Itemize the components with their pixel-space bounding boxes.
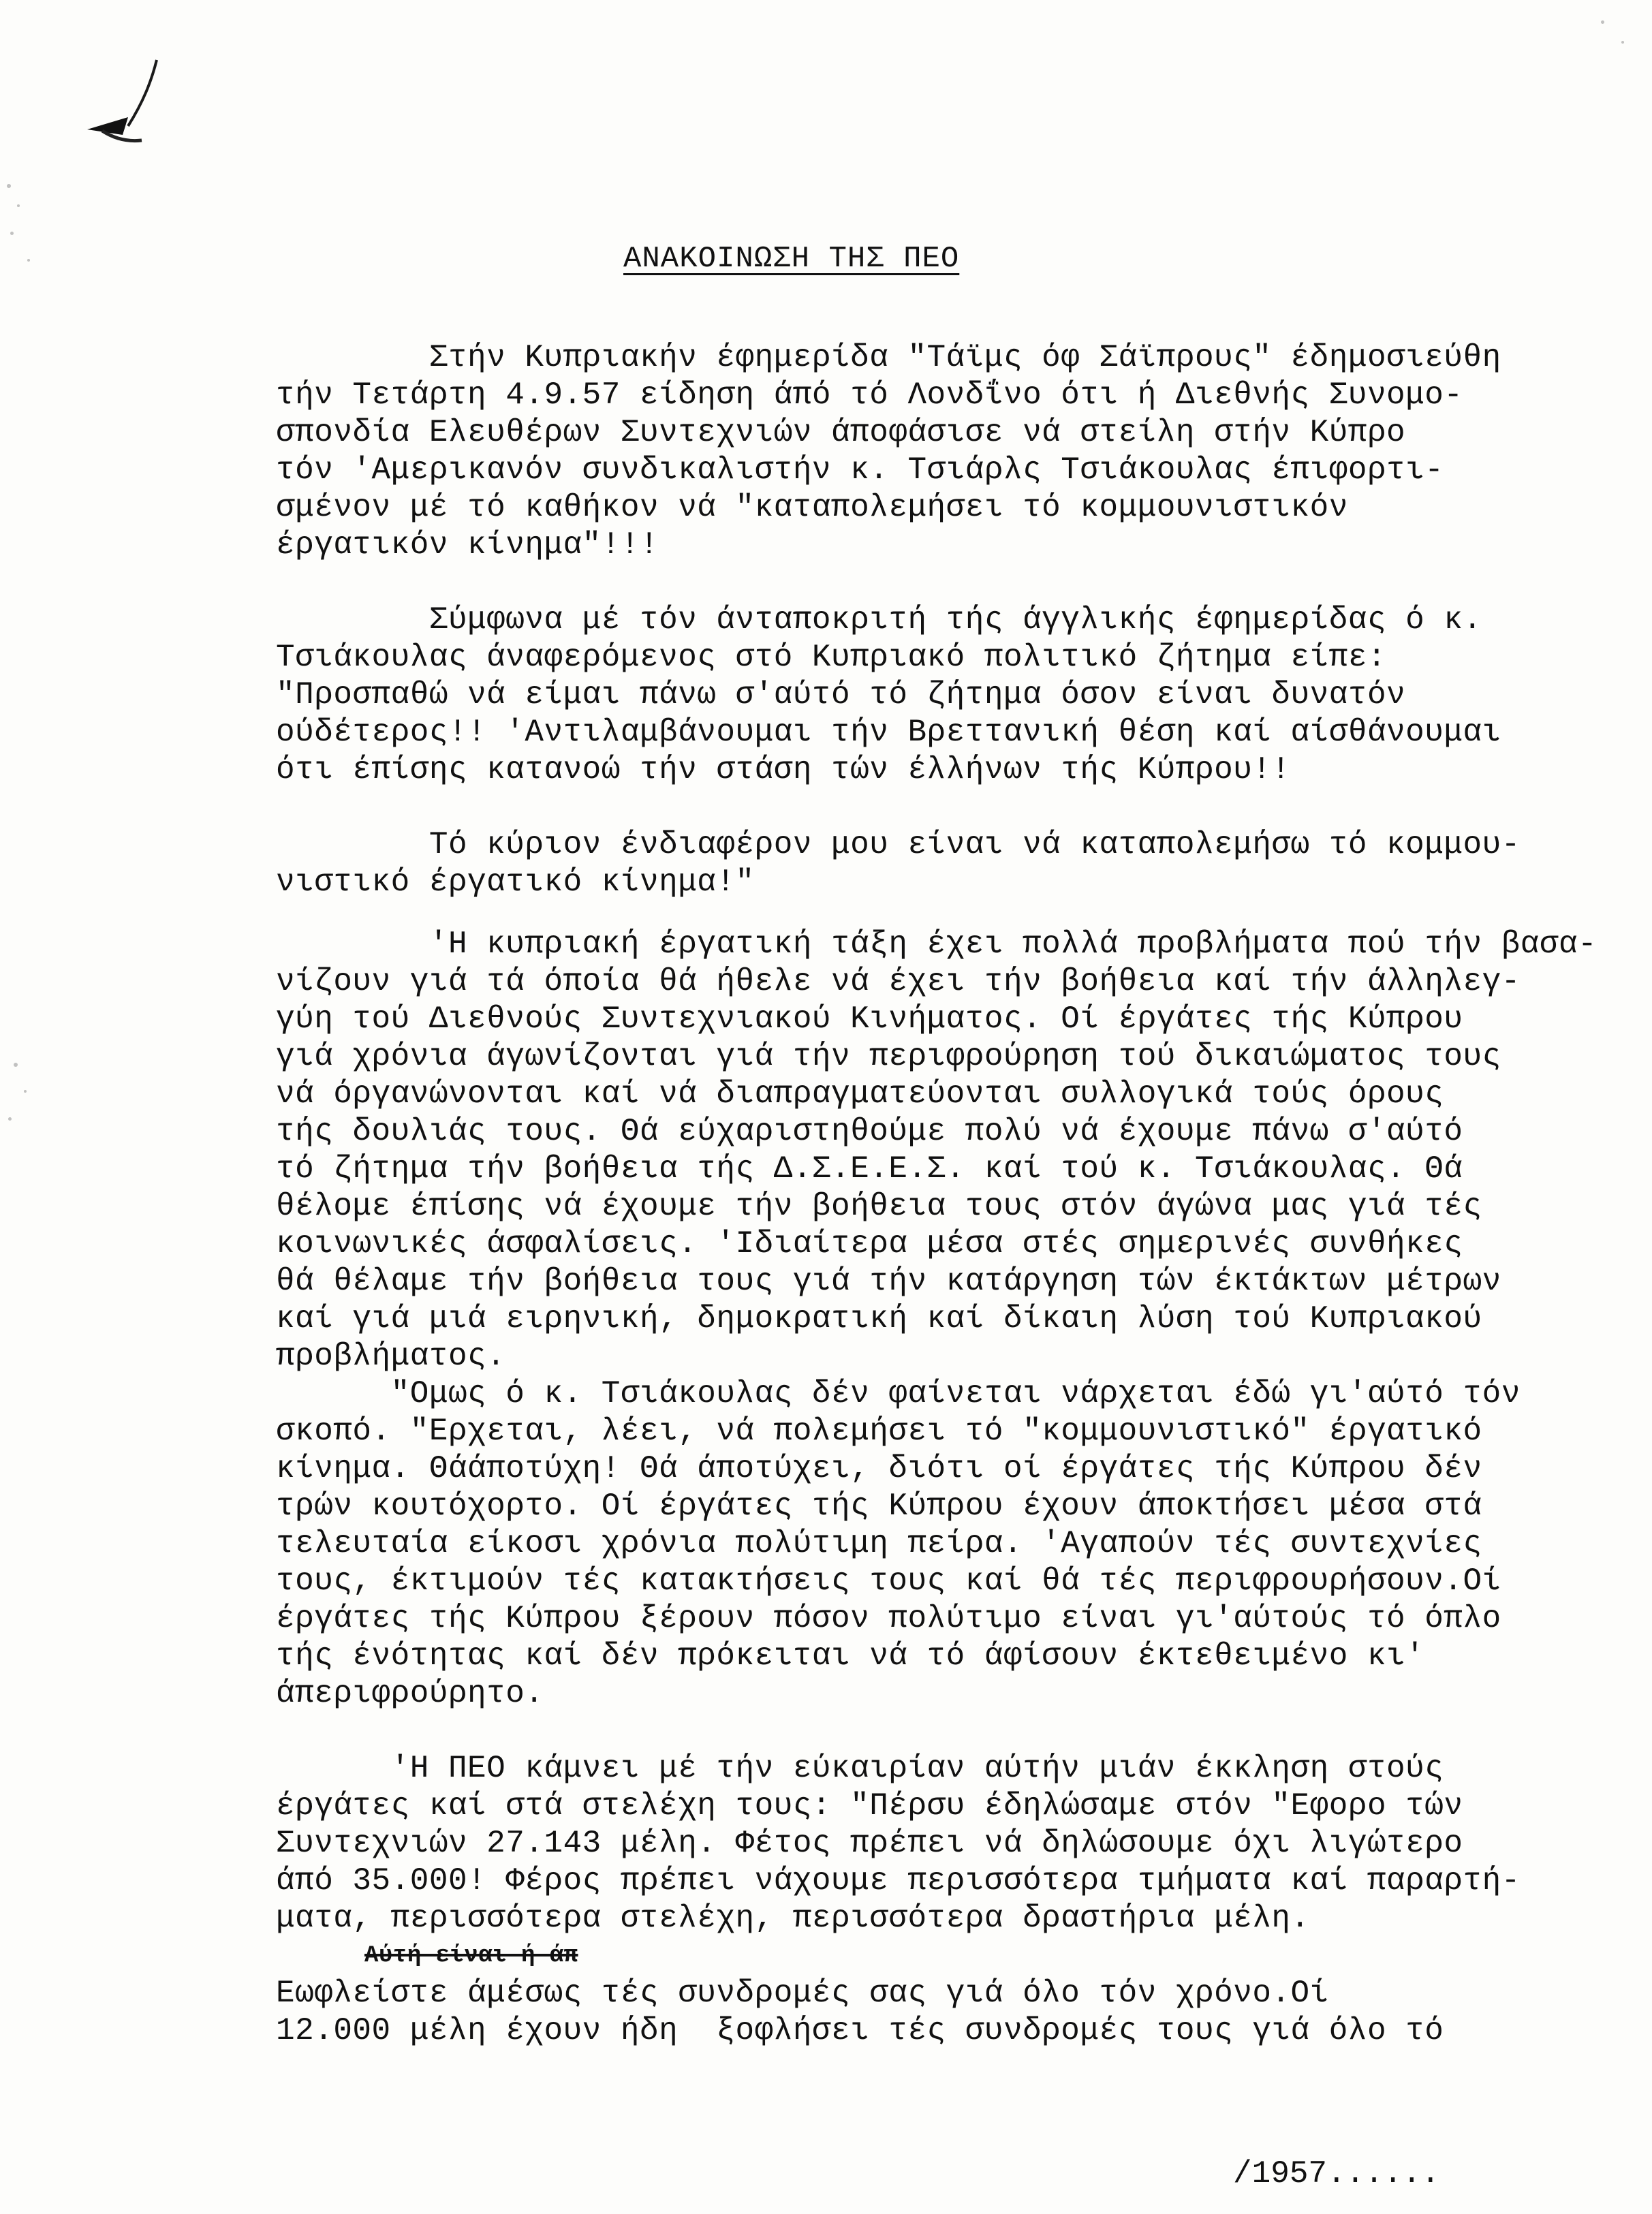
text-line: ούδέτερος!! 'Αντιλαμβάνουμαι τήν Βρεττανική θέση καί αίσθάνουμαι [276, 715, 1501, 750]
text-line: ματα, περισσότερα στελέχη, περισσότερα δραστήρια μέλη. [276, 1901, 1310, 1936]
paragraph [276, 602, 1632, 789]
paper-speck [1621, 41, 1624, 44]
text-line: Τό κύριον ένδιαφέρον μου είναι νά καταπολεμήσω τό κομμου- [276, 827, 1521, 862]
text-line: γιά χρόνια άγωνίζονται γιά τήν περιφρούρηση τού δικαιώματος τους [276, 1039, 1501, 1074]
paper-speck [27, 259, 30, 262]
text-line: 12.000 μέλη έχουν ήδη ξοφλήσει τές συνδρομές τους γιά όλο τό [276, 2013, 1444, 2048]
text-line: τής ένότητας καί δέν πρόκειται νά τό άφίσουν έκτεθειμένο κι' [276, 1638, 1425, 1674]
text-line: νά όργανώνονται καί νά διαπραγματεύονται συλλογικά τούς όρους [276, 1076, 1444, 1112]
text-line: Συντεχνιών 27.143 μέλη. Φέτος πρέπει νά δηλώσουμε όχι λιγώτερο [276, 1826, 1463, 1861]
text-line: Στήν Κυπριακήν έφημερίδα "Τάϊμς όφ Σάϊπρους" έδημοσιεύθη [276, 340, 1501, 375]
paper-speck [1601, 20, 1604, 24]
paragraph [276, 926, 1632, 1375]
text-line: τήν Τετάρτη 4.9.57 είδηση άπό τό Λονδΐνο ότι ή Διεθνής Συνομο- [276, 377, 1463, 413]
text-line: 'Η ΠΕΟ κάμνει μέ τήν εύκαιρίαν αύτήν μιάν έκκληση στούς [276, 1751, 1444, 1786]
text-line: κίνημα. Θάάποτύχη! Θά άποτύχει, διότι οί έργάτες τής Κύπρου δέν [276, 1451, 1482, 1486]
text-line: τόν 'Αμερικανόν συνδικαλιστήν κ. Τσιάρλς Τσιάκουλας έπιφορτι- [276, 452, 1444, 488]
text-line: θέλομε έπίσης νά έχουμε τήν βοήθεια τους στόν άγώνα μας γιά τές [276, 1189, 1482, 1224]
text-line: καί γιά μιά ειρηνική, δημοκρατική καί δίκαιη λύση τού Κυπριακού [276, 1301, 1482, 1337]
text-line: "Προσπαθώ νά είμαι πάνω σ'αύτό τό ζήτημα όσον είναι δυνατόν [276, 677, 1406, 713]
text-line: προβλήματος. [276, 1339, 506, 1374]
text-line: έργατικόν κίνημα"!!! [276, 527, 659, 563]
text-line: ότι έπίσης κατανοώ τήν στάση τών έλλήνων τής Κύπρου!! [276, 752, 1291, 788]
paper-speck [10, 232, 14, 235]
struck-through-text: Αύτή είναι ή άπ [364, 1943, 578, 1969]
paragraph [276, 1375, 1632, 1713]
text-line: νιστικό έργατικό κίνημα!" [276, 864, 755, 900]
paper-speck [8, 1117, 12, 1121]
text-line: έργάτες καί στά στελέχη τους: "Πέρσυ έδηλώσαμε στόν "Εφορο τών [276, 1788, 1463, 1824]
text-line: σκοπό. "Ερχεται, λέει, νά πολεμήσει τό "κομμουνιστικό" έργατικό [276, 1414, 1482, 1449]
paragraph [276, 339, 1632, 564]
text-line: θά θέλαμε τήν βοήθεια τους γιά τήν κατάργηση τών έκτάκτων μέτρων [276, 1264, 1501, 1299]
paragraph [276, 1975, 1632, 2050]
text-line: σμένον μέ τό καθήκον νά "καταπολεμήσει τό κομμουνιστικόν [276, 490, 1348, 525]
text-line: τής δουλιάς τους. Θά εύχαριστηθούμε πολύ νά έχουμε πάνω σ'αύτό [276, 1114, 1463, 1149]
document-title: ΑΝΑΚΟΙΝΩΣΗ ΤΗΣ ΠΕΟ [623, 242, 960, 276]
text-line: τό ζήτημα τήν βοήθεια τής Δ.Σ.Ε.Ε.Σ. καί τού κ. Τσιάκουλας. Θά [276, 1151, 1463, 1187]
text-line: τελευταία είκοσι χρόνια πολύτιμη πείρα. 'Αγαπούν τές συντεχνίες [276, 1526, 1482, 1561]
document-body [276, 339, 1632, 2050]
text-line: νίζουν γιά τά όποία θά ήθελε νά έχει τήν βοήθεια καί τήν άλληλεγ- [276, 964, 1521, 999]
text-line: Τσιάκουλας άναφερόμενος στό Κυπριακό πολιτικό ζήτημα είπε: [276, 640, 1387, 675]
paper-speck [14, 1063, 18, 1067]
text-line: τρών κουτόχορτο. Οί έργάτες τής Κύπρου έχουν άποκτήσει μέσα στά [276, 1488, 1482, 1524]
text-line: άπεριφρούρητο. [276, 1676, 544, 1711]
text-line: γύη τού Διεθνούς Συντεχνιακού Κινήματος. Οί έργάτες τής Κύπρου [276, 1001, 1463, 1037]
text-line: Εωφλείστε άμέσως τές συνδρομές σας γιά όλο τόν χρόνο.Οί [276, 1976, 1329, 2011]
text-line: έργάτες τής Κύπρου ξέρουν πόσον πολύτιμο είναι γι'αύτούς τό όπλο [276, 1601, 1501, 1636]
paper-speck [7, 184, 11, 188]
paper-speck [24, 1090, 27, 1093]
page-footer-date: /1957...... [1233, 2156, 1440, 2192]
text-line: τους, έκτιμούν τές κατακτήσεις τους καί θά τές περιφρουρήσουν.Οί [276, 1563, 1501, 1599]
handwritten-arrow-mark [75, 54, 170, 157]
text-line: 'Η κυπριακή έργατική τάξη έχει πολλά προβλήματα πού τήν βασα- [276, 926, 1598, 962]
paper-speck [17, 204, 20, 207]
text-line: άπό 35.000! Φέρος πρέπει νάχουμε περισσότερα τμήματα καί παραρτή- [276, 1863, 1521, 1899]
text-line: σπονδία Ελευθέρων Συντεχνιών άποφάσισε νά στείλη στήν Κύπρο [276, 415, 1406, 450]
paragraph [276, 826, 1632, 901]
text-line: κοινωνικές άσφαλίσεις. 'Ιδιαίτερα μέσα στές σημερινές συνθήκες [276, 1226, 1463, 1262]
paragraph [276, 1750, 1632, 1937]
text-line: Σύμφωνα μέ τόν άνταποκριτή τής άγγλικής έφημερίδας ό κ. [276, 602, 1482, 638]
text-line: "Ομως ό κ. Τσιάκουλας δέν φαίνεται νάρχεται έδώ γι'αύτό τόν [276, 1376, 1521, 1412]
